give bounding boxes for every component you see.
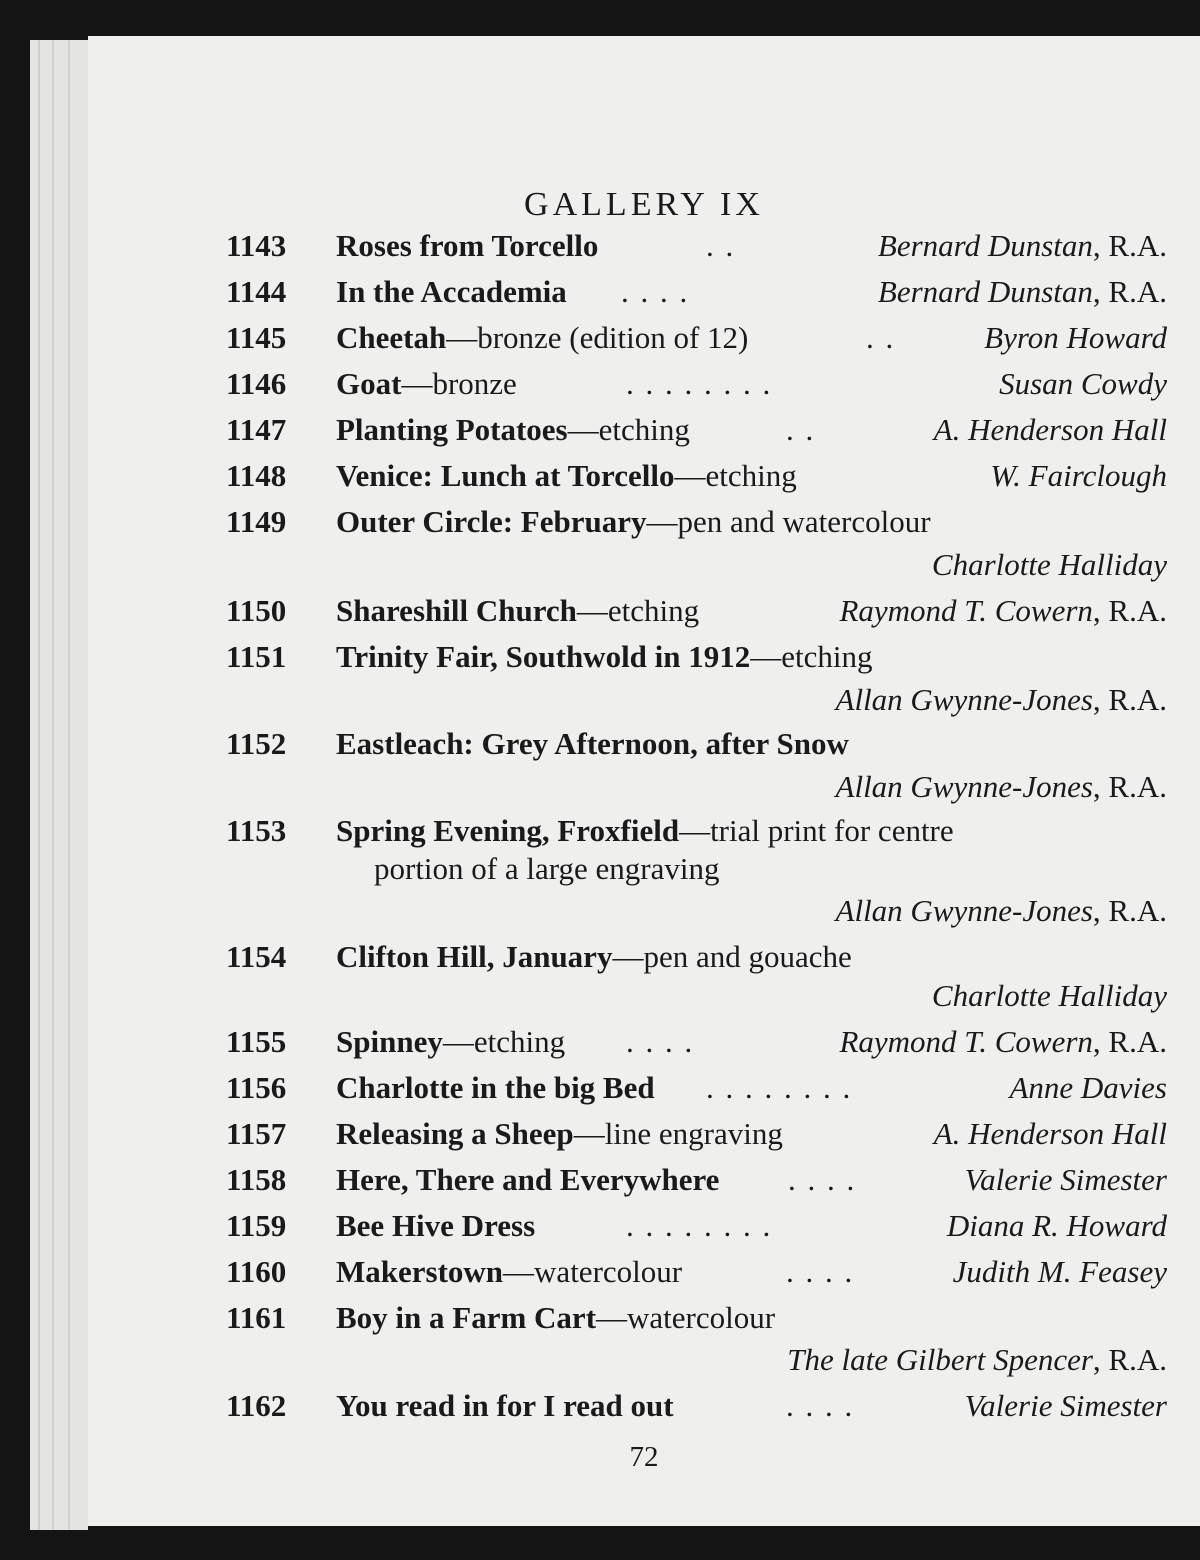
leader-dots: . . . . . . . . [706, 1070, 853, 1105]
page-edge-line [68, 40, 70, 1530]
entry-title-line [336, 504, 931, 540]
entry-artist-suffix: , R.A. [1092, 769, 1167, 804]
leader-dots: . . [786, 412, 816, 447]
entry-number: 1143 [226, 228, 287, 263]
entry-title: Roses from Torcello [336, 228, 599, 263]
entry-number: 1149 [226, 504, 287, 539]
leader-dots: . . . . [626, 1024, 695, 1059]
entry-title-line [336, 639, 873, 675]
entry-artist-suffix: , R.A. [1092, 228, 1167, 263]
entry-number: 1162 [226, 1388, 287, 1423]
entry-artist: Judith M. Feasey [952, 1254, 1167, 1289]
entry-title: Clifton Hill, January [336, 939, 613, 974]
entry-medium: —etching [674, 458, 797, 493]
entry-title: In the Accademia [336, 274, 567, 309]
entry-artist-suffix: , R.A. [1092, 1342, 1167, 1377]
entry-number: 1161 [226, 1300, 287, 1335]
entry-medium-continuation: portion of a large engraving [374, 851, 720, 886]
catalogue-entry [88, 1070, 1200, 1116]
entry-title: You read in for I read out [336, 1388, 674, 1423]
catalogue-entry [88, 274, 1200, 320]
entry-artist-suffix: , R.A. [1092, 274, 1167, 309]
entry-artist: Allan Gwynne-Jones [835, 769, 1093, 804]
entry-artist: W. Fairclough [990, 458, 1167, 493]
catalogue-entry [88, 1024, 1200, 1070]
leader-dots: . . . . [786, 1388, 855, 1423]
entry-artist: A. Henderson Hall [933, 1116, 1167, 1151]
entry-number: 1151 [226, 639, 287, 674]
entry-artist: A. Henderson Hall [933, 412, 1167, 447]
catalogue-entry-artist-row [88, 1342, 1200, 1388]
catalogue-entry [88, 366, 1200, 412]
entry-artist-line [934, 1116, 1167, 1152]
catalogue-entry [88, 504, 1200, 550]
catalogue-entry [88, 1208, 1200, 1254]
entry-title: Releasing a Sheep [336, 1116, 574, 1151]
entry-artist: Raymond T. Cowern [839, 1024, 1093, 1059]
entry-title-line [336, 1208, 535, 1244]
entry-medium: —etching [567, 412, 690, 447]
entry-artist-line [999, 366, 1167, 402]
catalogue-entry-artist-row [88, 769, 1200, 815]
entry-title-line [336, 939, 852, 975]
catalogue-entry [88, 726, 1200, 772]
page-edge-line [52, 40, 54, 1530]
entry-title: Goat [336, 366, 402, 401]
entry-artist-line [953, 1254, 1167, 1290]
entry-artist-line [947, 1208, 1167, 1244]
entry-title-line [336, 320, 748, 356]
entry-number: 1150 [226, 593, 287, 628]
entry-title-line [336, 412, 690, 448]
entry-title: Bee Hive Dress [336, 1208, 536, 1243]
entry-number: 1153 [226, 813, 287, 848]
entry-artist: Susan Cowdy [999, 366, 1167, 401]
entry-artist-line [1009, 1070, 1167, 1106]
entry-number: 1157 [226, 1116, 287, 1151]
entry-medium: —line engraving [573, 1116, 783, 1151]
entry-medium: —pen and gouache [612, 939, 852, 974]
catalogue-entry [88, 1254, 1200, 1300]
entry-artist-line [787, 1342, 1167, 1378]
entry-number: 1159 [226, 1208, 287, 1243]
entry-artist-line [836, 769, 1167, 805]
catalogue-entry [88, 1300, 1200, 1346]
entry-artist: Byron Howard [984, 320, 1167, 355]
leader-dots: . . . . [786, 1254, 855, 1289]
entry-artist-suffix: , R.A. [1092, 893, 1167, 928]
entry-artist-suffix: , R.A. [1092, 1024, 1167, 1059]
entry-number: 1146 [226, 366, 287, 401]
entry-medium: —watercolour [503, 1254, 683, 1289]
entry-artist-line [965, 1388, 1167, 1424]
entry-artist: The late Gilbert Spencer [787, 1342, 1093, 1377]
entry-title: Cheetah [336, 320, 447, 355]
entry-artist-line [839, 1024, 1167, 1060]
entry-title-line [336, 1024, 565, 1060]
catalogue-entry [88, 593, 1200, 639]
page-edge-line [38, 40, 40, 1530]
entry-artist-line [965, 1162, 1167, 1198]
entry-title: Venice: Lunch at Torcello [336, 458, 675, 493]
entry-number: 1160 [226, 1254, 287, 1289]
entry-title-line [336, 813, 954, 849]
entry-title-line [336, 366, 517, 402]
entry-number: 1145 [226, 320, 287, 355]
entry-artist-line [984, 320, 1167, 356]
entry-artist: Allan Gwynne-Jones [835, 893, 1093, 928]
entry-medium: —etching [576, 593, 700, 628]
leader-dots: . . [706, 228, 736, 263]
entry-artist-line [932, 547, 1167, 583]
entry-medium: —watercolour [596, 1300, 776, 1335]
catalogue-entry [88, 228, 1200, 274]
entry-number: 1152 [226, 726, 287, 761]
page-number: 72 [629, 1441, 659, 1473]
catalogue-entry-artist-row [88, 978, 1200, 1024]
entry-artist: Anne Davies [1009, 1070, 1167, 1105]
entry-title-line [336, 1254, 682, 1290]
entry-number: 1155 [226, 1024, 287, 1059]
leader-dots: . . . . [621, 274, 690, 309]
gallery-heading: GALLERY IX [524, 186, 764, 223]
catalogue-page [88, 36, 1200, 1526]
entry-artist-line [932, 978, 1167, 1014]
entry-title-line [336, 1116, 783, 1152]
entry-artist: Valerie Simester [964, 1162, 1167, 1197]
entry-artist: Charlotte Halliday [931, 978, 1167, 1013]
entry-artist-line [839, 593, 1167, 629]
entry-number: 1158 [226, 1162, 287, 1197]
entry-title: Boy in a Farm Cart [336, 1300, 597, 1335]
catalogue-entry [88, 1388, 1200, 1434]
catalogue-entry [88, 320, 1200, 366]
entry-medium: —etching [442, 1024, 566, 1059]
entry-title-line [336, 228, 598, 264]
entry-artist-line [836, 893, 1167, 929]
entry-artist-suffix: , R.A. [1092, 593, 1167, 628]
leader-dots: . . [866, 320, 896, 355]
entry-title-line [336, 593, 699, 629]
entry-title-line [336, 726, 849, 762]
entry-medium: —trial print for centre [679, 813, 954, 848]
entry-title-line [336, 1070, 655, 1106]
entry-number: 1148 [226, 458, 287, 493]
entry-title: Eastleach: Grey Afternoon, after Snow [336, 726, 849, 761]
catalogue-entry-continuation [88, 851, 1200, 897]
entry-title-line [336, 1300, 775, 1336]
entry-title: Trinity Fair, Southwold in 1912 [336, 639, 751, 674]
entry-artist: Raymond T. Cowern [839, 593, 1093, 628]
entry-title-line [336, 1388, 674, 1424]
entry-medium: —bronze (edition of 12) [446, 320, 749, 355]
catalogue-entry-artist-row [88, 547, 1200, 593]
entry-number: 1144 [226, 274, 287, 309]
entry-artist: Bernard Dunstan [877, 274, 1093, 309]
entry-artist-line [934, 412, 1167, 448]
entry-artist: Allan Gwynne-Jones [835, 682, 1093, 717]
entry-number: 1154 [226, 939, 287, 974]
entry-medium: —bronze [401, 366, 517, 401]
entry-title: Here, There and Everywhere [336, 1162, 720, 1197]
entry-artist-line [990, 458, 1167, 494]
catalogue-entry-artist-row [88, 682, 1200, 728]
entry-artist-suffix: , R.A. [1092, 682, 1167, 717]
entry-number: 1147 [226, 412, 287, 447]
entry-number: 1156 [226, 1070, 287, 1105]
leader-dots: . . . . . . . . [626, 366, 773, 401]
entry-title: Spinney [336, 1024, 443, 1059]
entry-title: Makerstown [336, 1254, 504, 1289]
leader-dots: . . . . [788, 1162, 857, 1197]
catalogue-entry [88, 458, 1200, 504]
entry-medium: —pen and watercolour [646, 504, 931, 539]
catalogue-entry [88, 412, 1200, 458]
entry-artist: Bernard Dunstan [877, 228, 1093, 263]
entry-artist: Diana R. Howard [946, 1208, 1167, 1243]
entry-title: Planting Potatoes [336, 412, 568, 447]
entry-title: Outer Circle: February [336, 504, 647, 539]
entry-title: Charlotte in the big Bed [336, 1070, 655, 1105]
entry-artist: Valerie Simester [964, 1388, 1167, 1423]
entry-artist-line [836, 682, 1167, 718]
entry-title: Shareshill Church [336, 593, 577, 628]
catalogue-entry [88, 1162, 1200, 1208]
entry-title-line [336, 458, 797, 494]
entry-artist: Charlotte Halliday [931, 547, 1167, 582]
catalogue-entry [88, 1116, 1200, 1162]
entry-artist-line [878, 274, 1167, 310]
catalogue-entry-artist-row [88, 893, 1200, 939]
leader-dots: . . . . . . . . [626, 1208, 773, 1243]
entry-title: Spring Evening, Froxfield [336, 813, 680, 848]
entry-title-line [336, 274, 567, 310]
entry-medium: —etching [750, 639, 873, 674]
entry-title-line [336, 1162, 719, 1198]
catalogue-entry [88, 639, 1200, 685]
entry-artist-line [878, 228, 1167, 264]
